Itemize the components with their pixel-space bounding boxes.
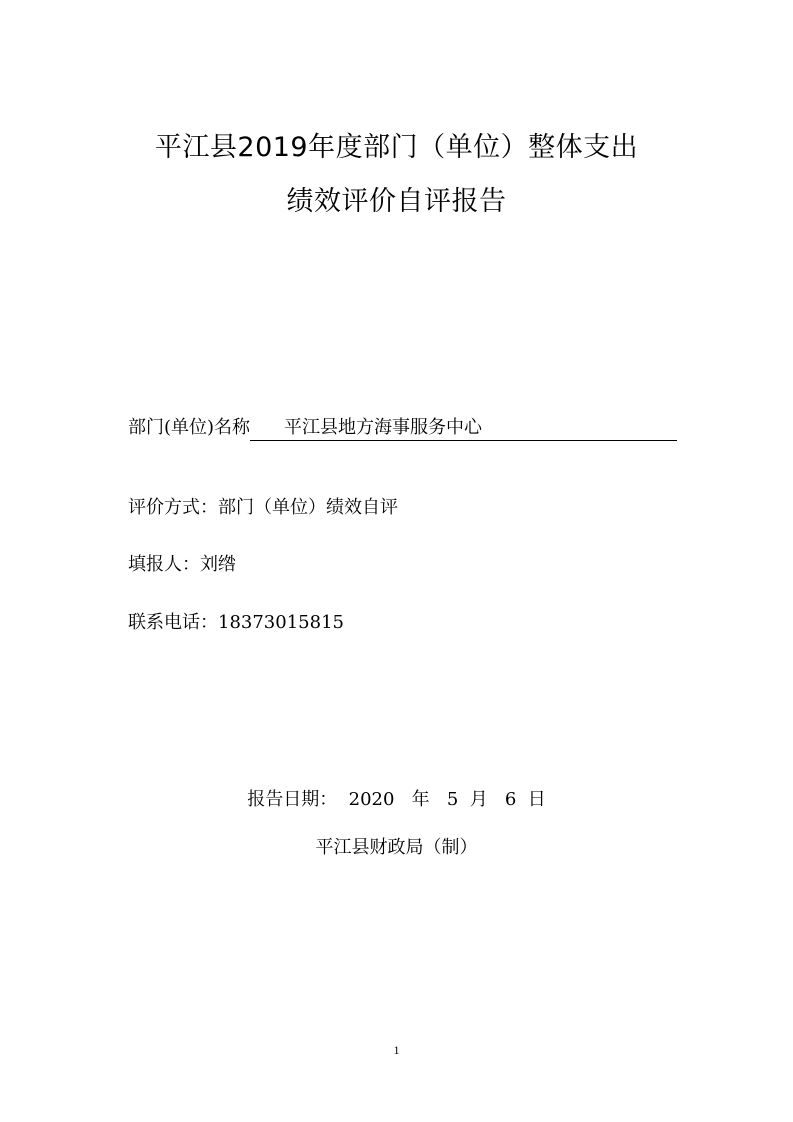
unit-name-label: 部门(单位)名称 <box>128 417 251 438</box>
report-date-month: 5 <box>446 789 459 810</box>
report-date-day: 6 <box>504 789 517 810</box>
report-date-label: 报告日期： <box>247 789 338 810</box>
evaluation-method-label: 评价方式： <box>128 497 218 518</box>
report-date-month-unit: 月 <box>469 789 488 810</box>
report-date-year-unit: 年 <box>411 789 430 810</box>
report-title-line-2: 绩效评价自评报告 <box>286 186 507 217</box>
report-title-line-1: 平江县2019年度部门（单位）整体支出 <box>154 132 639 163</box>
unit-name-field <box>128 415 677 441</box>
evaluation-method-value: 部门（单位）绩效自评 <box>218 497 398 518</box>
filler-field <box>128 552 236 578</box>
unit-name-underline <box>250 416 677 441</box>
phone-label: 联系电话： <box>128 612 218 633</box>
issuer-line: 平江县财政局（制） <box>315 837 478 858</box>
evaluation-method-field <box>128 495 398 521</box>
phone-field <box>128 610 344 636</box>
unit-name-value: 平江县地方海事服务中心 <box>284 417 483 438</box>
phone-value: 18373015815 <box>218 612 344 633</box>
filler-label: 填报人： <box>128 554 200 575</box>
filler-value: 刘绺 <box>200 554 236 575</box>
report-date-line <box>0 787 793 813</box>
page-number: 1 <box>393 1043 400 1057</box>
report-date-year: 2020 <box>348 789 395 810</box>
report-date-day-unit: 日 <box>527 789 546 810</box>
